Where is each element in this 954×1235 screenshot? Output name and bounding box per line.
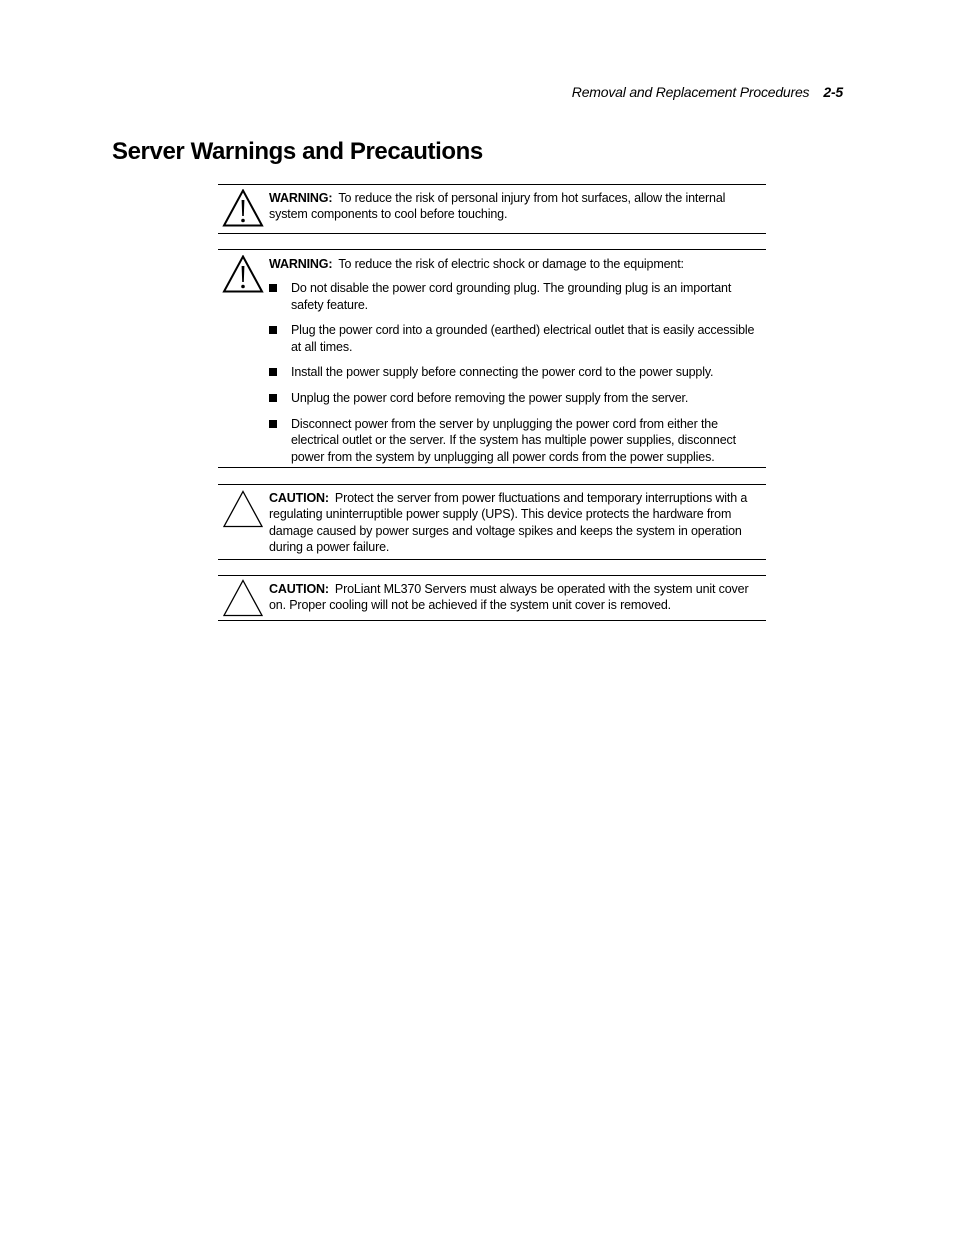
notice-body [269,490,766,555]
notice-message: Protect the server from power fluctuations and temporary interruptions with a regulating uninterruptible power supply (UPS). This device protects the hardware from damage caused by power surges and voltage spikes and keeps the system in operation during a power failure. [269,491,748,554]
notice-text [269,490,762,555]
page-title: Server Warnings and Precautions [112,138,483,165]
notice-message: To reduce the risk of personal injury from hot surfaces, allow the internal system components to cool before touching. [269,191,726,222]
list-item [269,390,762,406]
notice-body [269,581,766,614]
notice-label: CAUTION: [269,491,329,505]
caution-triangle-icon [222,490,264,528]
list-item [269,280,762,313]
list-item [269,416,762,465]
warning-list [269,280,762,465]
warning-notice-hot-surfaces [218,184,766,234]
notice-label: CAUTION: [269,582,329,596]
notice-message: To reduce the risk of electric shock or damage to the equipment: [338,257,684,271]
caution-notice-cover [218,575,766,621]
list-item-text: Install the power supply before connecting the power cord to the power supply. [291,365,714,380]
running-header [572,84,843,100]
list-item [269,322,762,355]
notice-body [269,256,766,465]
warning-exclamation-icon [222,255,264,293]
notice-label: WARNING: [269,191,333,205]
list-item-text: Disconnect power from the server by unplugging the power cord from either the electrical outlet or the server. If the system has multiple power supplies, disconnect power from the system by unplugging all power cords from the power supplies. [291,417,736,464]
square-bullet-icon [269,326,277,334]
list-item-text: Do not disable the power cord grounding plug. The grounding plug is an important safety feature. [291,281,732,312]
list-item-text: Plug the power cord into a grounded (earthed) electrical outlet that is easily accessible at all times. [291,323,755,354]
notice-message: ProLiant ML370 Servers must always be operated with the system unit cover on. Proper cooling will not be achieved if the system unit cover is removed. [269,582,749,613]
caution-notice-ups [218,484,766,560]
notice-text [269,581,762,614]
square-bullet-icon [269,394,277,402]
notice-label: WARNING: [269,257,333,271]
notice-text [269,190,762,223]
header-page-number: 2-5 [823,84,843,100]
square-bullet-icon [269,420,277,428]
list-item [269,364,762,380]
list-item-text: Unplug the power cord before removing the power supply from the server. [291,391,689,406]
warning-exclamation-icon [222,189,264,227]
notice-text [269,256,762,272]
square-bullet-icon [269,368,277,376]
warning-notice-electric-shock [218,249,766,468]
square-bullet-icon [269,284,277,292]
caution-triangle-icon [222,579,264,617]
notice-body [269,190,766,223]
header-section-name: Removal and Replacement Procedures [571,84,810,100]
